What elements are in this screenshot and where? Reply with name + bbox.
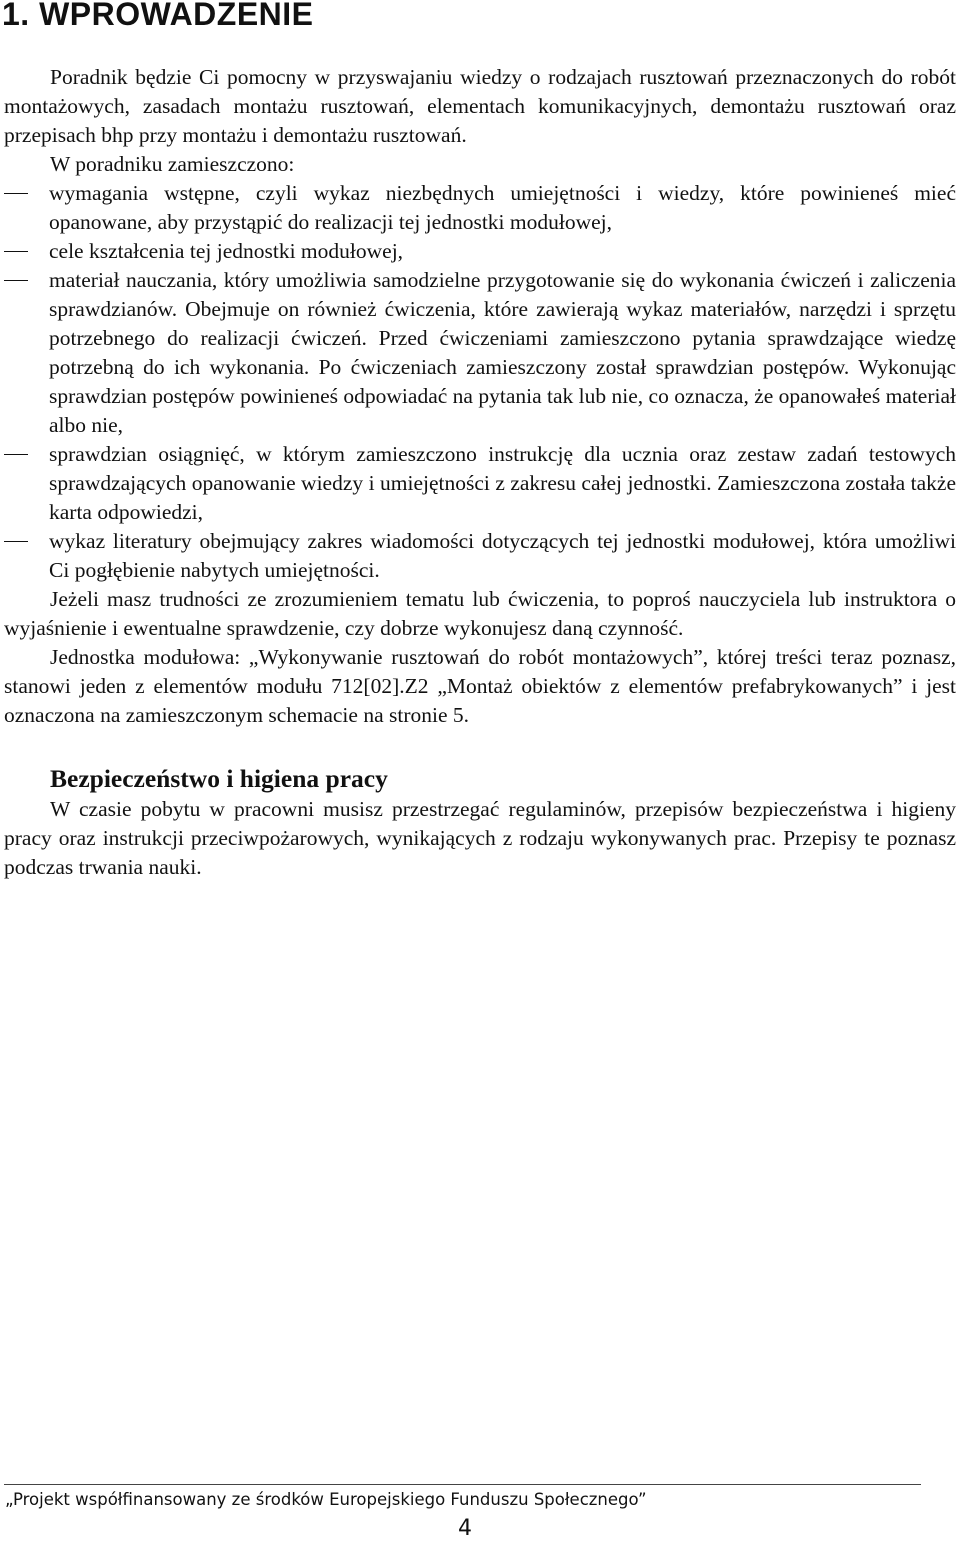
list-item-text: materiał nauczania, który umożliwia samodzielne przygotowanie się do wykonania ćwiczeń i zaliczenia sprawdzianów. Obejmuje on również ćwiczenia, które zawierają wykaz materiałów, narzędzi i sprzętu potrzebnego do realizacji ćwiczeń. Przed ćwiczeniami zamieszczono pytania sprawdzające wiedzę potrzebną do ich wykonania. Po ćwiczeniach zamieszczony został sprawdzian postępów. Wykonując sprawdzian postępów powinieneś odpowiadać na pytania tak lub nie, co oznacza, że opanowałeś materiał albo nie, [49, 268, 956, 437]
contents-list [4, 179, 956, 585]
list-item [4, 266, 956, 440]
safety-paragraph: W czasie pobytu w pracowni musisz przestrzegać regulaminów, przepisów bezpieczeństwa i higieny pracy oraz instrukcji przeciwpożarowych, wynikających z rodzaju wykonywanych prac. Przepisy te poznasz podczas trwania nauki. [4, 797, 956, 879]
help-paragraph: Jeżeli masz trudności ze zrozumieniem tematu lub ćwiczenia, to poproś nauczyciela lub instruktora o wyjaśnienie i ewentualne sprawdzenie, czy dobrze wykonujesz daną czynność. [4, 587, 956, 640]
list-lead: W poradniku zamieszczono: [50, 152, 295, 176]
module-paragraph: Jednostka modułowa: „Wykonywanie rusztowań do robót montażowych”, której treści teraz poznasz, stanowi jeden z elementów modułu 712[02].Z2 „Montaż obiektów z elementów prefabrykowanych” i jest oznaczona na zamieszczonym schemacie na stronie 5. [4, 645, 956, 727]
dash-bullet-icon [4, 193, 28, 194]
chapter-title: 1. WPROWADZENIE [2, 0, 314, 32]
dash-bullet-icon [4, 251, 28, 252]
list-item [4, 179, 956, 237]
list-item-text: wykaz literatury obejmujący zakres wiadomości dotyczących tej jednostki modułowej, która umożliwi Ci pogłębienie nabytych umiejętności. [49, 529, 956, 582]
list-item-text: sprawdzian osiągnięć, w którym zamieszczono instrukcję dla ucznia oraz zestaw zadań testowych sprawdzających opanowanie wiedzy i umiejętności z zakresu całej jednostki. Zamieszczona została także karta odpowiedzi, [49, 442, 956, 524]
intro-paragraph: Poradnik będzie Ci pomocny w przyswajaniu wiedzy o rodzajach rusztowań przeznaczonych do robót montażowych, zasadach montażu rusztowań, elementach komunikacyjnych, demontażu rusztowań oraz przepisach bhp przy montażu i demontażu rusztowań. [4, 65, 956, 147]
document-body [4, 63, 956, 882]
safety-heading: Bezpieczeństwo i higiena pracy [50, 764, 388, 793]
page-number: 4 [458, 1516, 472, 1541]
list-item [4, 527, 956, 585]
footer-divider [4, 1484, 921, 1485]
list-item [4, 440, 956, 527]
list-item [4, 237, 956, 266]
footer-funding-note: „Projekt współfinansowany ze środków Europejskiego Funduszu Społecznego” [5, 1490, 647, 1509]
dash-bullet-icon [4, 541, 28, 542]
dash-bullet-icon [4, 280, 28, 281]
list-item-text: cele kształcenia tej jednostki modułowej, [49, 239, 404, 263]
list-item-text: wymagania wstępne, czyli wykaz niezbędnych umiejętności i wiedzy, które powinieneś mieć opanowane, aby przystąpić do realizacji tej jednostki modułowej, [49, 181, 956, 234]
dash-bullet-icon [4, 454, 28, 455]
